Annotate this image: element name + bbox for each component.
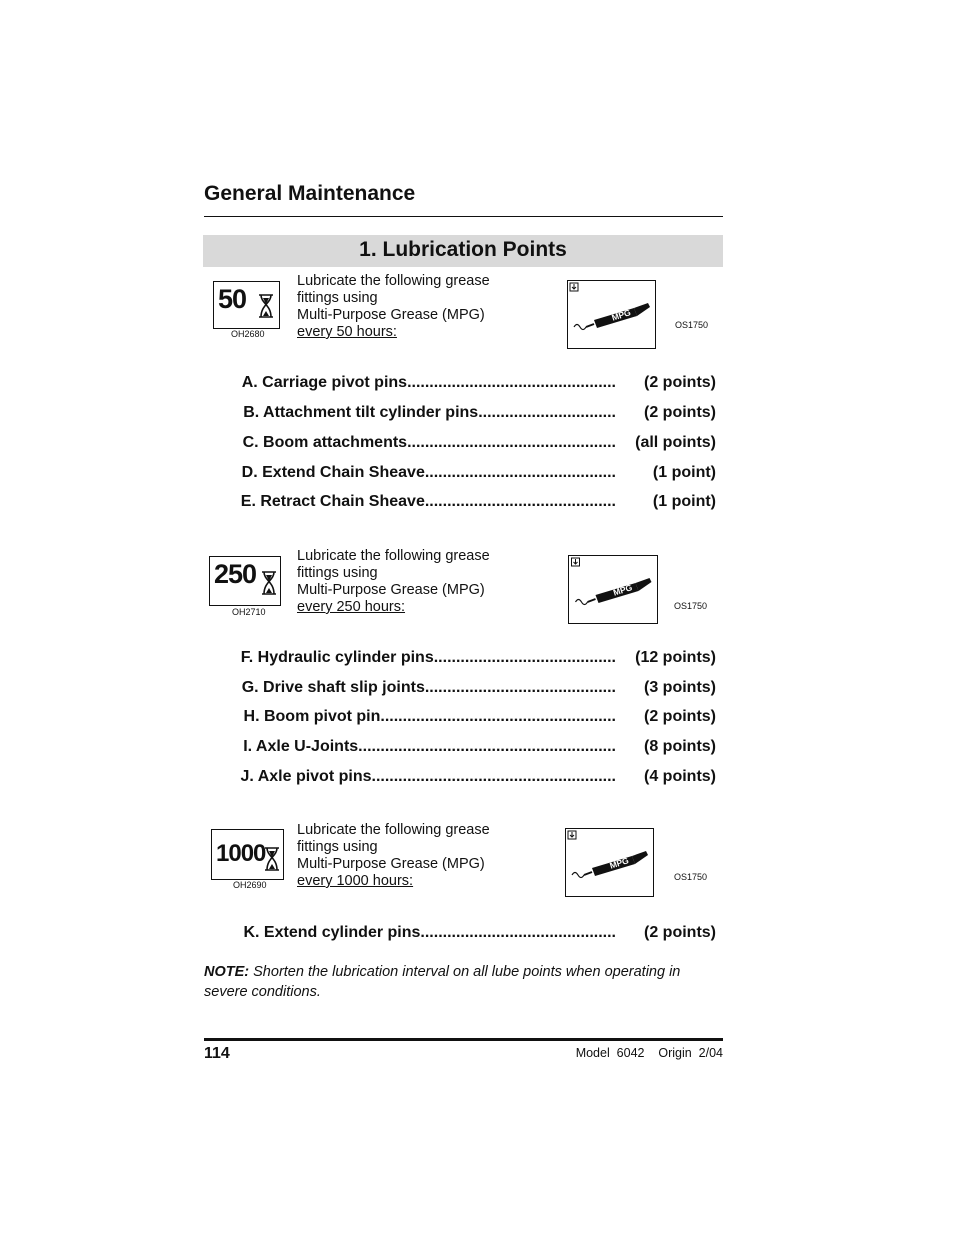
- header-rule: [204, 216, 723, 217]
- lube-point-label: [204, 708, 616, 726]
- lube-point-name: D. Extend Chain Sheave: [241, 464, 425, 481]
- tool-label: MPG: [611, 582, 634, 598]
- lube-point-name: I. Axle U-Joints: [243, 738, 359, 755]
- instruction-line: Lubricate the following grease: [297, 273, 490, 289]
- leader-dots: ...............................: [478, 404, 616, 421]
- lubrication-symbol-icon: [574, 559, 578, 564]
- lube-point-label: [204, 493, 616, 511]
- hour-meter-code: OH2690: [233, 880, 267, 890]
- lube-point-count: (8 points): [644, 738, 716, 755]
- lube-point-count: (4 points): [644, 768, 716, 785]
- footer-rule: [204, 1038, 723, 1041]
- hourglass-icon: [258, 294, 274, 318]
- instruction-line: Lubricate the following grease: [297, 548, 490, 564]
- instruction-line: Lubricate the following grease: [297, 822, 490, 838]
- interval-text: every 250 hours:: [297, 599, 406, 615]
- lubrication-instruction: [297, 273, 490, 341]
- lube-point-label: [204, 464, 616, 482]
- lubrication-instruction: [297, 822, 490, 890]
- lube-point-count: (all points): [635, 434, 716, 451]
- interval-text: every 1000 hours:: [297, 873, 414, 889]
- tool-label: MPG: [608, 855, 630, 871]
- hour-meter-250: [209, 556, 281, 606]
- grease-gun-figure: [568, 555, 658, 624]
- instruction-line: Multi-Purpose Grease (MPG): [297, 582, 485, 598]
- hour-value: 250: [214, 559, 257, 589]
- leader-dots: ...........................................: [424, 679, 616, 696]
- hour-value: 1000: [216, 840, 266, 867]
- lube-point-count: (2 points): [644, 708, 716, 725]
- leader-dots: .........................................: [433, 649, 616, 666]
- instruction-line: fittings using: [297, 290, 378, 306]
- tool-code: OS1750: [675, 320, 709, 330]
- hour-meter-code: OH2710: [232, 607, 266, 617]
- instruction-line: fittings using: [297, 565, 378, 581]
- lube-point-row: [204, 679, 716, 699]
- lube-point-count: (12 points): [635, 649, 716, 666]
- leader-dots: .......................................................: [371, 768, 616, 785]
- lube-point-label: [204, 768, 616, 786]
- grease-gun-figure: [567, 280, 656, 349]
- note-text: Shorten the lubrication interval on all lube points when operating in severe conditions.: [204, 964, 681, 1000]
- note: [204, 963, 724, 1002]
- tool-label: MPG: [610, 307, 632, 323]
- instruction-line: Multi-Purpose Grease (MPG): [297, 856, 485, 872]
- lube-point-name: E. Retract Chain Sheave: [240, 493, 425, 510]
- lube-point-row: [204, 768, 716, 788]
- lube-point-row: [204, 738, 716, 758]
- lube-point-label: [204, 679, 616, 697]
- hour-meter-50: [213, 281, 280, 329]
- grease-gun-icon: [568, 281, 657, 350]
- hour-value: 50: [218, 284, 247, 314]
- lube-point-label: [204, 738, 616, 756]
- lube-point-row: [204, 464, 716, 484]
- lube-point-count: (1 point): [652, 493, 716, 510]
- lube-point-name: H. Boom pivot pin: [243, 708, 381, 725]
- lube-point-row: [204, 374, 716, 394]
- leader-dots: ............................................: [420, 924, 616, 941]
- leader-dots: ...........................................: [424, 493, 616, 510]
- lubrication-instruction: [297, 548, 490, 616]
- lube-point-label: [204, 434, 616, 452]
- lube-point-label: [204, 649, 616, 667]
- instruction-line: fittings using: [297, 839, 378, 855]
- lube-point-name: J. Axle pivot pins: [240, 768, 372, 785]
- interval-text: every 50 hours:: [297, 324, 397, 340]
- lube-point-name: C. Boom attachments: [242, 434, 408, 451]
- lube-point-row: [204, 924, 716, 944]
- instruction-line: Multi-Purpose Grease (MPG): [297, 307, 485, 323]
- grease-gun-icon: [566, 829, 655, 898]
- lube-point-count: (2 points): [644, 924, 716, 941]
- grease-gun-icon: [569, 556, 659, 625]
- lube-point-name: B. Attachment tilt cylinder pins: [243, 404, 479, 421]
- hourglass-icon: [261, 571, 277, 595]
- lube-point-label: [204, 404, 616, 422]
- note-label: NOTE:: [204, 964, 250, 980]
- hourglass-icon: [264, 847, 280, 871]
- leader-dots: ..........................................................: [358, 738, 616, 755]
- model-info: Model 6042 Origin 2/04: [575, 1046, 723, 1060]
- hour-meter-1000: [211, 829, 284, 880]
- section-title: General Maintenance: [204, 182, 416, 205]
- lube-point-label: [204, 374, 616, 392]
- lube-point-row: [204, 649, 716, 669]
- lubrication-symbol-icon: [570, 832, 574, 837]
- tool-code: OS1750: [674, 872, 708, 882]
- subsection-banner: [203, 235, 723, 267]
- grease-gun-figure: [565, 828, 654, 897]
- lube-point-count: (3 points): [644, 679, 716, 696]
- lube-point-row: [204, 708, 716, 728]
- lube-point-name: G. Drive shaft slip joints: [241, 679, 425, 696]
- tool-code: OS1750: [674, 601, 708, 611]
- lube-point-name: K. Extend cylinder pins: [243, 924, 421, 941]
- lube-point-row: [204, 404, 716, 424]
- leader-dots: .....................................................: [380, 708, 616, 725]
- lube-point-count: (2 points): [644, 374, 716, 391]
- leader-dots: ...........................................: [424, 464, 616, 481]
- leader-dots: ...............................................: [407, 374, 616, 391]
- lube-point-label: [204, 924, 616, 942]
- page-number: 114: [204, 1045, 230, 1062]
- lube-point-name: A. Carriage pivot pins: [241, 374, 408, 391]
- lubrication-symbol-icon: [572, 284, 576, 289]
- lube-point-count: (2 points): [644, 404, 716, 421]
- hour-meter-code: OH2680: [231, 329, 265, 339]
- leader-dots: ...............................................: [407, 434, 616, 451]
- lube-point-count: (1 point): [652, 464, 716, 481]
- subsection-title: 1. Lubrication Points: [359, 238, 567, 261]
- lube-point-row: [204, 434, 716, 454]
- lube-point-name: F. Hydraulic cylinder pins: [240, 649, 434, 666]
- lube-point-row: [204, 493, 716, 513]
